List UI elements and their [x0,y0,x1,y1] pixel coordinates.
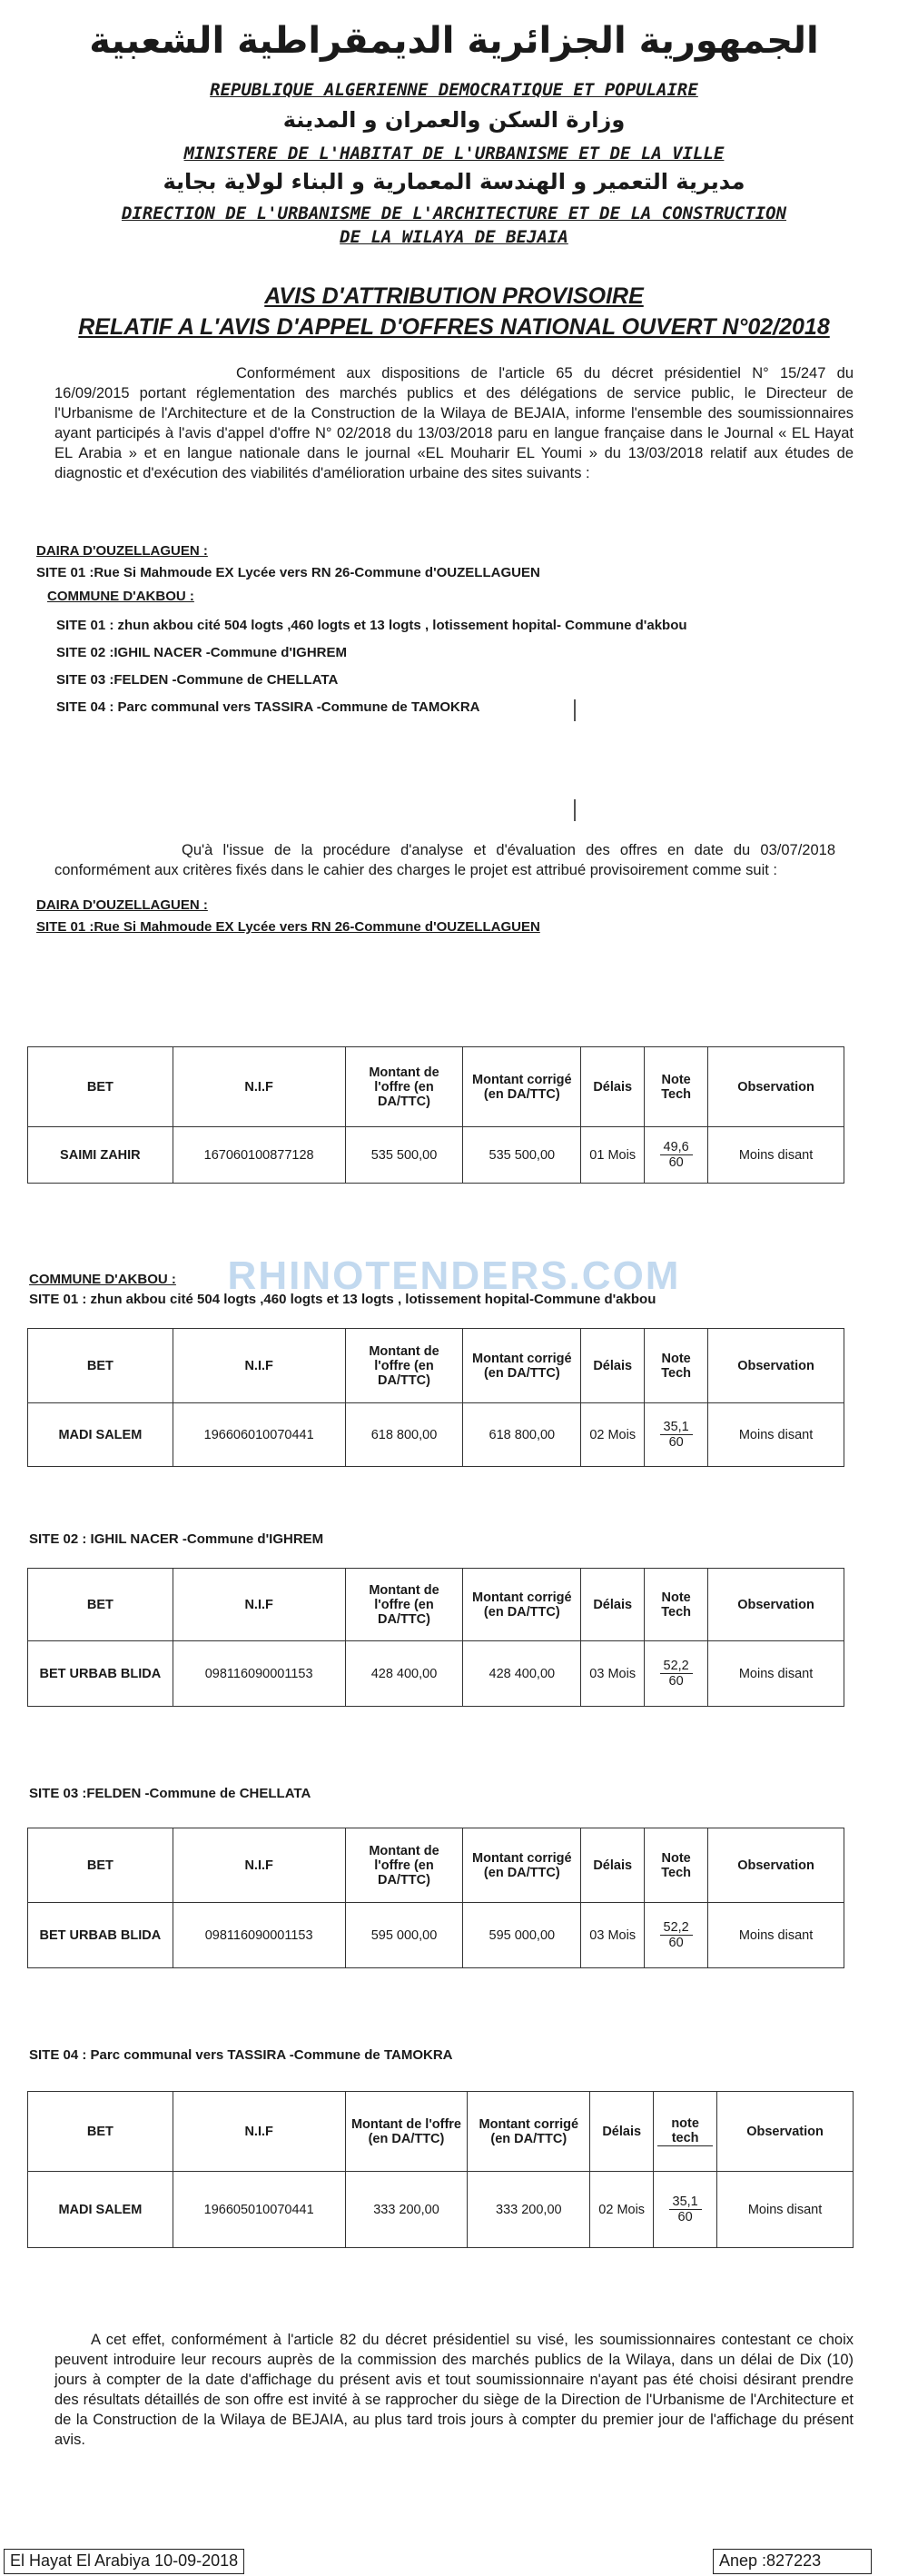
col-montant-corrige: Montant corrigé (en DA/TTC) [463,1569,581,1641]
cell-nif: 167060100877128 [173,1127,345,1184]
col-montant-corrige: Montant corrigé (en DA/TTC) [463,1329,581,1403]
col-nif: N.I.F [173,2092,345,2172]
cell-offre: 333 200,00 [345,2172,468,2248]
cell-corrige: 535 500,00 [463,1127,581,1184]
award-table-2 [27,1328,844,1467]
cell-delais: 03 Mois [581,1903,645,1968]
cell-nif: 196605010070441 [173,2172,345,2248]
arabic-direction-title: مديرية التعمير و الهندسة المعمارية و البناء لولاية بجاية [163,169,745,194]
footer-publication: El Hayat El Arabiya 10-09-2018 [4,2549,244,2574]
col-montant-offre: Montant de l'offre (en DA/TTC) [345,2092,468,2172]
col-montant-corrige: Montant corrigé (en DA/TTC) [463,1828,581,1903]
cell-bet: SAIMI ZAHIR [28,1127,173,1184]
cell-observation: Moins disant [708,1127,844,1184]
french-direction-line-1: DIRECTION DE L'URBANISME DE L'ARCHITECTURE ET DE LA CONSTRUCTION [121,203,787,223]
section-3-heading: SITE 02 : IGHIL NACER -Commune d'IGHREM [29,1531,324,1547]
cell-offre: 428 400,00 [345,1641,463,1707]
col-bet: BET [28,1329,173,1403]
cell-offre: 595 000,00 [345,1903,463,1968]
col-nif: N.I.F [173,1828,345,1903]
note-score: 52,2 [660,1920,693,1936]
note-max: 60 [668,1936,684,1950]
col-bet: BET [28,2092,173,2172]
col-note: Note Tech [645,1329,708,1403]
cell-observation: Moins disant [708,1903,844,1968]
section-4-heading: SITE 03 :FELDEN -Commune de CHELLATA [29,1786,311,1801]
cell-delais: 03 Mois [581,1641,645,1707]
cell-corrige: 428 400,00 [463,1641,581,1707]
arabic-ministry-title: وزارة السكن والعمران و المدينة [282,107,626,133]
col-observation: Observation [708,1329,844,1403]
cell-note [645,1903,708,1968]
cell-nif: 196606010070441 [173,1403,345,1467]
cell-bet: BET URBAB BLIDA [28,1641,173,1707]
col-delais: Délais [590,2092,654,2172]
cell-bet: MADI SALEM [28,2172,173,2248]
daira-site-1: SITE 01 :Rue Si Mahmoude EX Lycée vers RN 26-Commune d'OUZELLAGUEN [36,565,540,580]
note-score: 49,6 [660,1140,693,1155]
cell-offre: 618 800,00 [345,1403,463,1467]
cell-bet: MADI SALEM [28,1403,173,1467]
note-score: 35,1 [669,2195,702,2210]
section-2-heading: COMMUNE D'AKBOU : [29,1272,176,1287]
col-montant-offre: Montant de l'offre (en DA/TTC) [345,1828,463,1903]
col-delais: Délais [581,1569,645,1641]
col-montant-corrige: Montant corrigé (en DA/TTC) [463,1047,581,1127]
note-max: 60 [668,1674,684,1689]
cell-note [645,1127,708,1184]
cell-note [645,1641,708,1707]
notice-title: AVIS D'ATTRIBUTION PROVISOIRE [264,283,644,309]
col-nif: N.I.F [173,1047,345,1127]
award-table-5 [27,2091,854,2248]
note-max: 60 [668,1155,684,1170]
cell-bet: BET URBAB BLIDA [28,1903,173,1968]
note-score: 35,1 [660,1420,693,1435]
col-observation: Observation [708,1569,844,1641]
col-observation: Observation [708,1047,844,1127]
cell-corrige: 618 800,00 [463,1403,581,1467]
section-1-subheading: SITE 01 :Rue Si Mahmoude EX Lycée vers RN 26-Commune d'OUZELLAGUEN [36,919,540,935]
section-5-heading: SITE 04 : Parc communal vers TASSIRA -Commune de TAMOKRA [29,2047,453,2063]
note-max: 60 [668,1435,684,1450]
award-table-1 [27,1046,844,1184]
note-max: 60 [677,2210,693,2224]
cell-nif: 098116090001153 [173,1641,345,1707]
evaluation-paragraph: Qu'à l'issue de la procédure d'analyse et d'évaluation des offres en date du 03/07/2018 conformément aux critères fixés dans le cahier des charges le projet est attribué provisoirement comme suit : [54,842,835,878]
col-note: Note Tech [645,1828,708,1903]
intro-paragraph: Conformément aux dispositions de l'article 65 du décret présidentiel N° 15/247 du 16/09/2015 portant réglementation des marchés publics et des délégations de service public, le Directeur de l'Urbanisme de l'Architecture et de la Construction de la Wilaya de BEJAIA, informe l'ensemble des soumissionnaires ayant participés à l'avis d'appel d'offre N° 02/2018 du 13/03/2018 paru en langue française dans le Journal « EL Hayat EL Arabia » et en langue nationale dans le journal «EL Mouharir EL Youmi » du 13/03/2018 relatif aux études de diagnostic et d'exécution des viabilités d'amélioration urbaine des sites suivants : [54,365,854,481]
cell-observation: Moins disant [708,1641,844,1707]
footer-anep-ref: Anep :827223 [713,2549,872,2574]
col-delais: Délais [581,1828,645,1903]
col-bet: BET [28,1828,173,1903]
watermark: RHINOTENDERS.COM [227,1253,681,1298]
closing-paragraph: A cet effet, conformément à l'article 82 du décret présidentiel su visé, les soumissionnaires contestant ce choix peuvent introduire leur recours auprès de la commission des marchés publics de la Wilaya, dans un délai de Dix (10) jours à compter de la date d'affichage du présent avis et tout soumissionnaire n'ayant pas été choisi désirant prendre des résultats détaillés de son offre est invité à se rapprocher du siège de la Direction de l'Urbanisme de l'Architecture et de la Construction de la Wilaya de BEJAIA, au plus tard trois jours à compter du premier jour de l'affichage du présent avis. [54,2332,854,2448]
table-row [28,1903,844,1968]
commune-site-1: SITE 01 : zhun akbou cité 504 logts ,460 logts et 13 logts , lotissement hopital- Commune d'akbou [56,618,687,633]
cell-note [654,2172,717,2248]
cell-note [645,1403,708,1467]
cell-delais: 01 Mois [581,1127,645,1184]
cell-delais: 02 Mois [590,2172,654,2248]
col-bet: BET [28,1047,173,1127]
cell-nif: 098116090001153 [173,1903,345,1968]
cell-observation: Moins disant [717,2172,854,2248]
col-delais: Délais [581,1047,645,1127]
col-note: Note Tech [645,1569,708,1641]
table-row [28,2172,854,2248]
commune-site-4: SITE 04 : Parc communal vers TASSIRA -Commune de TAMOKRA [56,699,480,715]
col-observation: Observation [717,2092,854,2172]
notice-subtitle: RELATIF A L'AVIS D'APPEL D'OFFRES NATIONAL OUVERT N°02/2018 [78,314,830,340]
note-header: note tech [657,2116,713,2146]
commune-site-3: SITE 03 :FELDEN -Commune de CHELLATA [56,672,339,688]
col-observation: Observation [708,1828,844,1903]
cell-corrige: 333 200,00 [468,2172,590,2248]
commune-site-2: SITE 02 :IGHIL NACER -Commune d'IGHREM [56,645,347,660]
table-row [28,1403,844,1467]
col-delais: Délais [581,1329,645,1403]
arabic-republic-title: الجمهورية الجزائرية الديمقراطية الشعبية [89,20,819,62]
col-montant-offre: Montant de l'offre (en DA/TTC) [345,1047,463,1127]
col-note: Note Tech [645,1047,708,1127]
col-nif: N.I.F [173,1329,345,1403]
note-score: 52,2 [660,1659,693,1674]
stray-mark [574,699,576,721]
section-1-heading: DAIRA D'OUZELLAGUEN : [36,897,208,913]
footer [0,2549,908,2576]
cell-offre: 535 500,00 [345,1127,463,1184]
col-montant-offre: Montant de l'offre (en DA/TTC) [345,1329,463,1403]
table-row [28,1127,844,1184]
cell-delais: 02 Mois [581,1403,645,1467]
table-row [28,1641,844,1707]
cell-corrige: 595 000,00 [463,1903,581,1968]
col-nif: N.I.F [173,1569,345,1641]
col-note [654,2092,717,2172]
french-direction-line-2: DE LA WILAYA DE BEJAIA [340,227,568,247]
french-republic-title: REPUBLIQUE ALGERIENNE DEMOCRATIQUE ET POPULAIRE [210,80,698,100]
col-montant-offre: Montant de l'offre (en DA/TTC) [345,1569,463,1641]
cell-observation: Moins disant [708,1403,844,1467]
section-2-subheading: SITE 01 : zhun akbou cité 504 logts ,460 logts et 13 logts , lotissement hopital-Commune d'akbou [29,1292,656,1307]
col-bet: BET [28,1569,173,1641]
commune-heading: COMMUNE D'AKBOU : [47,589,194,604]
stray-mark [574,799,576,821]
col-montant-corrige: Montant corrigé (en DA/TTC) [468,2092,590,2172]
award-table-3 [27,1568,844,1707]
french-ministry-title: MINISTERE DE L'HABITAT DE L'URBANISME ET DE LA VILLE [183,144,725,163]
daira-heading: DAIRA D'OUZELLAGUEN : [36,543,208,559]
award-table-4 [27,1828,844,1968]
